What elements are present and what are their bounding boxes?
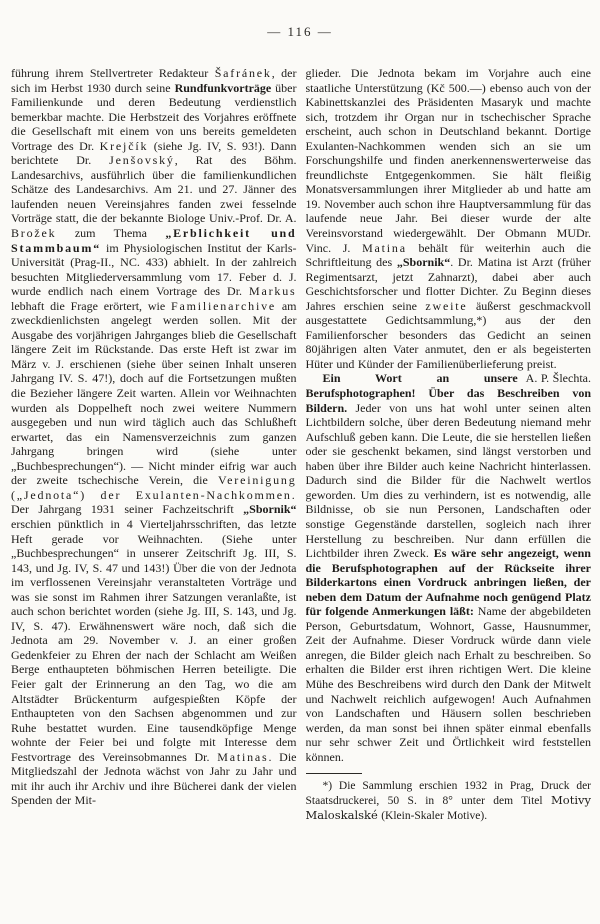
text-run: Šafránek (214, 66, 272, 80)
text-run: führung ihrem Stellvertreter Redakteur (11, 66, 215, 80)
text-run: Es wäre sehr angezeigt, wenn die Berufsphotographen auf der Rückseite ihrer Bilderkartons einen Vordruck anbringen ließen, der neben dem Datum der Aufnahme noch genügend Platz für folgende Anmerkungen läßt: (305, 546, 591, 619)
text-run: zweite (425, 298, 468, 313)
text-run: im Physiologischen Institut der Karls-Universität (Prag-II., NC. 433) abhielt. In der zahlreich besuchten Mitgliederversammlung vom 17. Feber d. J. wurde endlich nach einem Vortrage des Dr. (11, 240, 297, 299)
text-run: „Sbornik“ (243, 502, 297, 517)
text-run: Vereinigung („Jednota“) der Exulanten-Nachkommen. (11, 473, 297, 502)
text-run: Rundfunkvorträge (174, 80, 272, 95)
text-run: Der Jahrgang 1931 seiner Fachzeitschrift (11, 502, 244, 517)
text-run: Name der abgebildeten Person, Geburtsdatum, Wohnort, Gasse, Hausnummer, Zeit der Aufnahme. Dieser Vordruck würde dann viele anregen, die Bilder gleich nach Erhalt zu beschreiben. So erhalten die Bilder erst ihren richtigen Wert. Die kleine Mühe des Beschreibens wird durch den Dank der Mitwelt und Nachwelt reichlich aufgewogen! Auch Aufnahmen von Landschaften und Häusern sollen beschrieben werden, da man sonst bei ihnen später einmal ebenfalls nur sehr schwer Zeit und Örtlichkeit wird feststellen können. (305, 604, 591, 764)
text-run: äußerst geschmackvoll ausgestattete Gedichtsammlung,*) aus der den Familienforscher besonders das Gedicht an seinen 80jährigen alten Vater anmutet, den er als begeisterten Hüter und Künder der Familienüberlieferung preist. (305, 298, 591, 371)
page-number: — 116 — (267, 24, 333, 39)
text-run: Ein Wort an unsere Berufsphotographen! Über das Beschreiben von Bildern. (305, 371, 591, 415)
text-run: zum Thema (56, 226, 166, 241)
text-columns (11, 66, 591, 916)
body-paragraph-society-report (11, 66, 297, 808)
right-column-body (306, 66, 592, 764)
footnote-rule (306, 773, 362, 774)
text-run: . Dr. Matina ist Arzt (früher Regimentsarzt, jetzt Zahnarzt), dabei aber auch Geschichtsforscher und flotter Dichter. Zu Beginn dieses Jahres erschien seine (305, 255, 591, 313)
article-paragraph-photographers-appeal (306, 371, 592, 764)
text-run: Matina (362, 240, 407, 255)
text-run: Motivy Maloskalské (305, 793, 591, 823)
text-run: Brožek (11, 226, 57, 241)
text-run: am zweckdienlichsten angelegt werden sollen. Mit der Ausgabe des vorjährigen Jahrganges blieb die Gesellschaft längere Zeit im Rückstande. Das erste Heft ist zwar im März v. J. erschienen (siehe über seinen Inhalt unseren Jahrgang IV. S. 47!), doch auf die Fortsetzungen mußten die Bezieher längere Zeit warten. Allein vor Weihnachten wurden als Doppelheft noch zwei weitere Nummern ausgegeben und nun wird täglich auch das Schlußheft erwartet, das ein Namensverzeichnis zum ganzen Jahrgang bringen wird (siehe unter „Buchbesprechungen“). — Nicht minder eifrig war auch der zweite tschechische Verein, die (11, 298, 297, 488)
text-run: „Erblichkeit und Stammbaum“ (11, 226, 297, 255)
text-run: erschien pünktlich in 4 Vierteljahrsschriften, das letzte Heft gerade vor Weihnachten. (Siehe unter „Buchbesprechungen“ in unserer Zeitschrift Jg. III, S. 143, und Jg. IV, S. 47 und 143!) Über die von der Jednota im verflossenen Vereinsjahr veranstalteten Vorträge und was sie sonst im Rahmen ihrer Satzungen veranlaßte, ist auch schon berichtet worden (siehe Jg. III, S. 143, und Jg. IV, S. 47). Erwähnenswert wäre noch, daß sich die Jednota am 29. November v. J. an einer großen Gedenkfeier zu Ehren der nach der Schlacht am Weißen Berge enthaupteten böhmischen Herren beteiligte. Die Feier galt der Erinnerung an den Tag, wo die am Altstädter Brückenturm aufgespießten Köpfe der Enthaupteten von den Sachsen abgenommen und zur Ruhe bestattet wurden. Eine tausendköpfige Menge wohnte der Feier bei und folgte mit Interesse dem Festvortrage des Vereinsobmannes Dr. (11, 516, 297, 764)
text-run: (Klein-Skaler Motive). (377, 810, 488, 823)
text-run: lebhaft die Frage erörtert, wie (11, 298, 172, 313)
text-run: . Die Mitgliedszahl der Jednota wächst von Jahr zu Jahr und mit ihr auch ihr Archiv und ihre Bücherei dank der vielen Spenden der Mit- (11, 749, 297, 808)
left-column (11, 66, 297, 916)
text-run: Jenšovský (109, 153, 175, 168)
text-run: (siehe Jg. IV, S. 93!). Dann berichtete Dr. (11, 138, 297, 168)
right-column (306, 66, 592, 916)
text-run: Markus (249, 284, 297, 299)
text-run: Krejčík (99, 138, 149, 153)
text-run: glieder. Die Jednota bekam im Vorjahre auch eine staatliche Unterstützung (Kč 500.—) ebenso auch von der Kabinettskanzlei des Präsidenten Masaryk und machte sich, trotzdem ihr Organ nur in tschechischer Sprache erscheint, auch schon in Deutschland bekannt. Dortige Exulanten-Nachkommen wenden sich an sie um Forschungshilfe und finden anerkennenswerterweise das freundlichste Entgegenkommen. Sie hält fleißig Monatsversammlungen ihrer Mitglieder ab und hatte am 19. November auch schon ihre Hauptversammlung für das laufende neue Jahr. Bei dieser wurde der alte Vereinsvorstand wiedergewählt. Der Obmann MUDr. Vinc. J. (305, 66, 591, 255)
text-run: Matinas (217, 749, 269, 764)
text-run: , Rat des Böhm. Landesarchivs, ausführlich über die familienkundlichen Schätze des Landesarchivs. Am 21. und 27. Jänner des laufenden neuen Vereinsjahres fanden zwei fesselnde Vorträge statt, die der bekannte Biologe Univ.-Prof. Dr. A. (11, 153, 297, 226)
footnote (306, 773, 592, 823)
signature: A. P. Šlechta. (525, 371, 591, 386)
text-run: Jeder von uns hat wohl unter seinen alten Lichtbildern solche, über deren Bedeutung niemand mehr Aufschluß geben kann. Die Leute, die sie herstellen ließen oder sie geschenkt bekamen, sind längst verstorben und haben über ihre Bilder auch keine Nachricht hinterlassen. Dadurch sind die Bilder für die Nachwelt wertlos geworden. Um dies zu verhindern, ist es notwendig, alle Bildnisse, ob sie nun Personen, Landschaften oder sonstige Gegenstände darstellen, sogleich nach ihrer Herstellung zu beschreiben. Nur dann erfüllen die Lichtbilder ihren Zweck. (305, 400, 591, 561)
text-run: „Sbornik“ (396, 255, 451, 270)
text-run: , der sich im Herbst 1930 durch seine (11, 66, 297, 95)
footnote-text (306, 779, 592, 823)
footnote-body (306, 779, 592, 823)
body-paragraph-jednota-continued (305, 66, 592, 386)
text-run: Familienarchive (171, 298, 277, 313)
text-run: behält für weiterhin auch die Schriftleitung des (305, 240, 591, 270)
text-run: über Familienkunde und deren Bedeutung verdienstlich bemerkbar machte. Die Herbstzeit des Vorjahres eröffnete die Gesellschaft mit einem von uns bereits gemeldeten Vortrage des Dr. (11, 80, 297, 153)
text-run: *) Die Sammlung erschien 1932 in Prag, Druck der Staatsdruckerei, 50 S. in 8° unter dem Titel (305, 780, 591, 808)
